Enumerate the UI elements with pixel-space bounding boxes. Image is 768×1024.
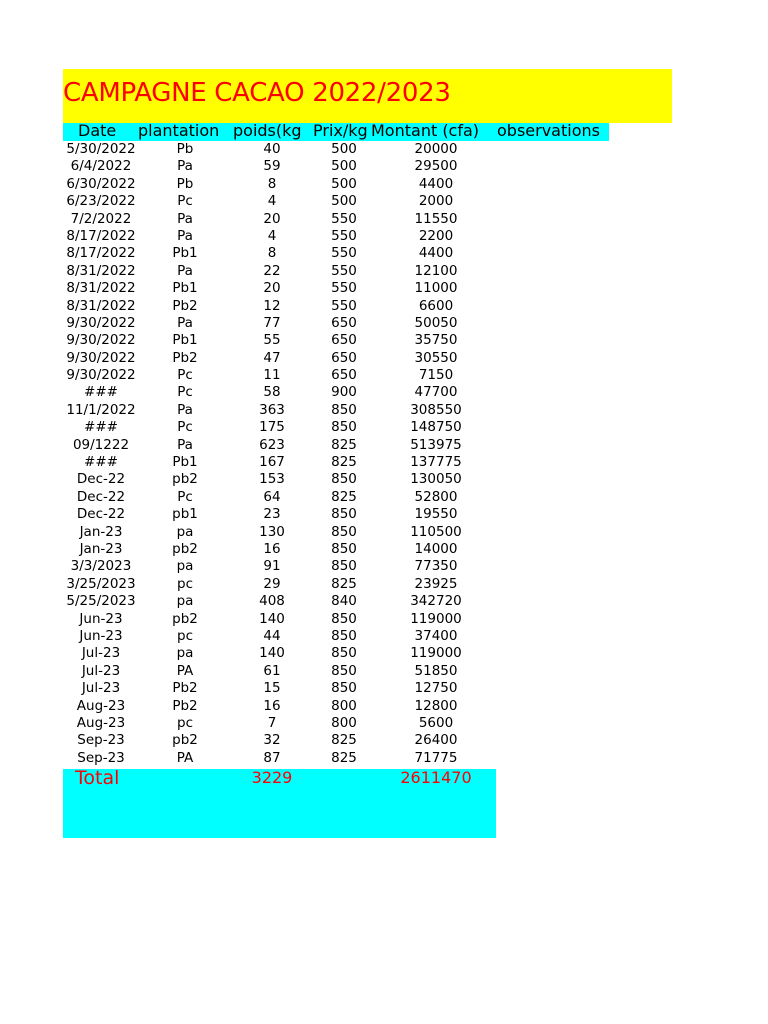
cell-poids: 44 — [263, 627, 281, 644]
table-row — [0, 141, 768, 158]
table-row — [0, 280, 768, 297]
total-poids: 3229 — [251, 768, 293, 787]
cell-montant: 110500 — [410, 523, 462, 540]
table-row — [0, 419, 768, 436]
cell-montant: 7150 — [418, 367, 454, 384]
cell-poids: 140 — [259, 610, 285, 627]
cell-prix: 825 — [331, 488, 357, 505]
cell-plantation: Pa — [177, 158, 193, 175]
cell-poids: 153 — [259, 471, 285, 488]
cell-prix: 550 — [331, 245, 357, 262]
cell-plantation: pb2 — [172, 471, 198, 488]
cell-poids: 64 — [263, 488, 281, 505]
cell-date: 3/3/2023 — [70, 558, 132, 575]
cell-poids: 22 — [263, 262, 281, 279]
cell-poids: 4 — [267, 193, 277, 210]
cell-date: 6/23/2022 — [66, 193, 136, 210]
table-row — [0, 611, 768, 628]
cell-date: 11/1/2022 — [66, 401, 136, 418]
table-row — [0, 315, 768, 332]
table-row — [0, 524, 768, 541]
cell-plantation: Pb2 — [172, 697, 198, 714]
cell-montant: 6600 — [418, 297, 454, 314]
cell-plantation: pb2 — [172, 540, 198, 557]
cell-prix: 850 — [331, 523, 357, 540]
cell-prix: 850 — [331, 506, 357, 523]
cell-poids: 130 — [259, 523, 285, 540]
cell-prix: 850 — [331, 627, 357, 644]
cell-date: ### — [84, 384, 118, 401]
cell-plantation: Pa — [177, 227, 193, 244]
table-row — [0, 663, 768, 680]
table-row — [0, 541, 768, 558]
cell-montant: 26400 — [414, 732, 458, 749]
table-row — [0, 732, 768, 749]
cell-prix: 800 — [331, 714, 357, 731]
table-row — [0, 193, 768, 210]
cell-prix: 550 — [331, 280, 357, 297]
cell-date: 09/1222 — [72, 436, 130, 453]
cell-prix: 500 — [331, 175, 357, 192]
cell-plantation: Pb1 — [172, 245, 198, 262]
cell-prix: 825 — [331, 749, 357, 766]
total-label: Total — [75, 767, 120, 789]
cell-prix: 850 — [331, 419, 357, 436]
table-row — [0, 350, 768, 367]
cell-poids: 32 — [263, 732, 281, 749]
cell-date: 9/30/2022 — [66, 367, 136, 384]
header-observations: observations — [497, 121, 600, 140]
cell-date: Sep-23 — [77, 732, 125, 749]
table-row — [0, 454, 768, 471]
cell-plantation: Pc — [177, 367, 193, 384]
table-row — [0, 437, 768, 454]
cell-poids: 16 — [263, 540, 281, 557]
cell-prix: 840 — [331, 593, 357, 610]
cell-poids: 91 — [263, 558, 281, 575]
cell-date: Aug-23 — [76, 697, 126, 714]
cell-plantation: pa — [176, 593, 194, 610]
cell-plantation: Pa — [177, 262, 193, 279]
cell-prix: 850 — [331, 610, 357, 627]
cell-poids: 408 — [259, 593, 285, 610]
cell-prix: 550 — [331, 297, 357, 314]
cell-date: 3/25/2023 — [66, 575, 136, 592]
cell-plantation: Pa — [177, 210, 193, 227]
cell-date: Dec-22 — [76, 471, 126, 488]
header-poids: poids(kg — [233, 121, 302, 140]
cell-plantation: pa — [176, 558, 194, 575]
cell-prix: 825 — [331, 454, 357, 471]
table-row — [0, 576, 768, 593]
table-row — [0, 506, 768, 523]
cell-plantation: pb2 — [172, 732, 198, 749]
cell-prix: 650 — [331, 367, 357, 384]
data-rows — [0, 141, 768, 767]
table-row — [0, 263, 768, 280]
cell-montant: 29500 — [414, 158, 458, 175]
cell-montant: 11550 — [414, 210, 458, 227]
table-row — [0, 471, 768, 488]
cell-date: ### — [84, 419, 118, 436]
cell-date: 9/30/2022 — [66, 349, 136, 366]
cell-montant: 513975 — [410, 436, 462, 453]
cell-prix: 500 — [331, 193, 357, 210]
cell-montant: 4400 — [418, 175, 454, 192]
cell-prix: 825 — [331, 436, 357, 453]
cell-date: Dec-22 — [76, 488, 126, 505]
cell-prix: 650 — [331, 349, 357, 366]
cell-montant: 342720 — [410, 593, 462, 610]
cell-prix: 825 — [331, 575, 357, 592]
table-row — [0, 402, 768, 419]
cell-poids: 61 — [263, 662, 281, 679]
cell-date: 9/30/2022 — [66, 332, 136, 349]
cell-plantation: pc — [177, 627, 193, 644]
cell-plantation: Pb2 — [172, 349, 198, 366]
table-row — [0, 298, 768, 315]
cell-montant: 30550 — [414, 349, 458, 366]
cell-prix: 850 — [331, 558, 357, 575]
cell-montant: 71775 — [414, 749, 458, 766]
cell-plantation: pb1 — [172, 506, 198, 523]
cell-poids: 55 — [263, 332, 281, 349]
cell-plantation: Pb1 — [172, 332, 198, 349]
cell-poids: 12 — [263, 297, 281, 314]
cell-plantation: pc — [177, 714, 193, 731]
cell-montant: 119000 — [410, 645, 462, 662]
table-row — [0, 558, 768, 575]
header-date: Date — [78, 121, 117, 140]
table-row — [0, 176, 768, 193]
cell-date: Jan-23 — [79, 540, 123, 557]
cell-montant: 12750 — [414, 680, 458, 697]
table-row — [0, 158, 768, 175]
cell-plantation: Pc — [177, 384, 193, 401]
cell-date: 8/31/2022 — [66, 262, 136, 279]
cell-date: Aug-23 — [76, 714, 126, 731]
cell-date: 8/17/2022 — [66, 227, 136, 244]
table-row — [0, 489, 768, 506]
cell-date: 5/25/2023 — [66, 593, 136, 610]
cell-prix: 650 — [331, 332, 357, 349]
table-row — [0, 593, 768, 610]
sheet-title: CAMPAGNE CACAO 2022/2023 — [63, 78, 451, 108]
cell-montant: 4400 — [418, 245, 454, 262]
cell-date: 8/17/2022 — [66, 245, 136, 262]
cell-prix: 500 — [331, 141, 357, 157]
cell-poids: 20 — [263, 280, 281, 297]
cell-poids: 15 — [263, 680, 281, 697]
cell-poids: 167 — [259, 454, 285, 471]
cell-plantation: Pa — [177, 436, 193, 453]
cell-prix: 850 — [331, 540, 357, 557]
cell-prix: 850 — [331, 401, 357, 418]
table-row — [0, 680, 768, 697]
cell-poids: 20 — [263, 210, 281, 227]
table-row — [0, 628, 768, 645]
total-montant: 2611470 — [400, 768, 472, 787]
cell-date: Jul-23 — [81, 645, 121, 662]
cell-plantation: Pa — [177, 314, 193, 331]
cell-montant: 19550 — [414, 506, 458, 523]
cell-poids: 47 — [263, 349, 281, 366]
cell-prix: 850 — [331, 662, 357, 679]
cell-montant: 35750 — [414, 332, 458, 349]
cell-poids: 16 — [263, 697, 281, 714]
cell-montant: 12800 — [414, 697, 458, 714]
cell-date: 6/4/2022 — [70, 158, 132, 175]
cell-prix: 550 — [331, 227, 357, 244]
cell-montant: 11000 — [414, 280, 458, 297]
header-montant: Montant (cfa) — [371, 121, 480, 140]
table-row — [0, 750, 768, 767]
cell-montant: 5600 — [418, 714, 454, 731]
cell-poids: 7 — [267, 714, 277, 731]
cell-poids: 77 — [263, 314, 281, 331]
cell-prix: 900 — [331, 384, 357, 401]
table-row — [0, 715, 768, 732]
cell-plantation: pa — [176, 645, 194, 662]
header-plantation: plantation — [138, 121, 220, 140]
cell-prix: 825 — [331, 732, 357, 749]
cell-montant: 50050 — [414, 314, 458, 331]
cell-montant: 52800 — [414, 488, 458, 505]
table-row — [0, 698, 768, 715]
cell-poids: 8 — [267, 245, 277, 262]
cell-montant: 119000 — [410, 610, 462, 627]
cell-montant: 20000 — [414, 141, 458, 157]
cell-montant: 12100 — [414, 262, 458, 279]
cell-plantation: pb2 — [172, 610, 198, 627]
cell-date: Dec-22 — [76, 506, 126, 523]
cell-date: Jul-23 — [81, 680, 121, 697]
table-row — [0, 332, 768, 349]
cell-montant: 14000 — [414, 540, 458, 557]
cell-plantation: Pb1 — [172, 454, 198, 471]
cell-plantation: Pb2 — [172, 680, 198, 697]
cell-poids: 87 — [263, 749, 281, 766]
cell-date: 7/2/2022 — [70, 210, 132, 227]
cell-plantation: Pc — [177, 488, 193, 505]
table-row — [0, 228, 768, 245]
cell-plantation: PA — [176, 749, 194, 766]
cell-montant: 23925 — [414, 575, 458, 592]
cell-montant: 308550 — [410, 401, 462, 418]
cell-prix: 850 — [331, 645, 357, 662]
cell-date: 9/30/2022 — [66, 314, 136, 331]
table-row — [0, 645, 768, 662]
cell-prix: 850 — [331, 680, 357, 697]
cell-plantation: Pc — [177, 193, 193, 210]
cell-date: 8/31/2022 — [66, 280, 136, 297]
cell-plantation: Pc — [177, 419, 193, 436]
cell-plantation: Pa — [177, 401, 193, 418]
cell-date: 8/31/2022 — [66, 297, 136, 314]
header-prix: Prix/kg — [313, 121, 368, 140]
cell-prix: 550 — [331, 210, 357, 227]
cell-date: 5/30/2022 — [66, 141, 136, 157]
cell-date: Jun-23 — [79, 627, 123, 644]
cell-poids: 8 — [267, 175, 277, 192]
cell-plantation: Pb — [176, 141, 194, 157]
cell-poids: 363 — [259, 401, 285, 418]
table-row — [0, 384, 768, 401]
cell-montant: 37400 — [414, 627, 458, 644]
cell-montant: 77350 — [414, 558, 458, 575]
cell-poids: 58 — [263, 384, 281, 401]
cell-poids: 40 — [263, 141, 281, 157]
cell-montant: 130050 — [410, 471, 462, 488]
cell-poids: 623 — [259, 436, 285, 453]
cell-poids: 23 — [263, 506, 281, 523]
cell-montant: 148750 — [410, 419, 462, 436]
cell-montant: 51850 — [414, 662, 458, 679]
cell-date: Jan-23 — [79, 523, 123, 540]
cell-montant: 2000 — [418, 193, 454, 210]
cell-poids: 140 — [259, 645, 285, 662]
cell-prix: 500 — [331, 158, 357, 175]
cell-plantation: Pb — [176, 175, 194, 192]
cell-prix: 800 — [331, 697, 357, 714]
cell-plantation: pc — [177, 575, 193, 592]
cell-date: 6/30/2022 — [66, 175, 136, 192]
cell-date: ### — [84, 454, 118, 471]
cell-prix: 550 — [331, 262, 357, 279]
cell-date: Jul-23 — [81, 662, 121, 679]
cell-poids: 29 — [263, 575, 281, 592]
cell-date: Jun-23 — [79, 610, 123, 627]
cell-poids: 11 — [263, 367, 281, 384]
table-row — [0, 211, 768, 228]
table-row — [0, 367, 768, 384]
table-row — [0, 245, 768, 262]
cell-plantation: Pb1 — [172, 280, 198, 297]
cell-prix: 650 — [331, 314, 357, 331]
cell-poids: 175 — [259, 419, 285, 436]
cell-date: Sep-23 — [77, 749, 125, 766]
cell-plantation: Pb2 — [172, 297, 198, 314]
cell-prix: 850 — [331, 471, 357, 488]
cell-montant: 2200 — [418, 227, 454, 244]
cell-montant: 47700 — [414, 384, 458, 401]
cell-poids: 4 — [267, 227, 277, 244]
cell-plantation: pa — [176, 523, 194, 540]
cell-montant: 137775 — [410, 454, 462, 471]
cell-plantation: PA — [176, 662, 194, 679]
cell-poids: 59 — [263, 158, 281, 175]
